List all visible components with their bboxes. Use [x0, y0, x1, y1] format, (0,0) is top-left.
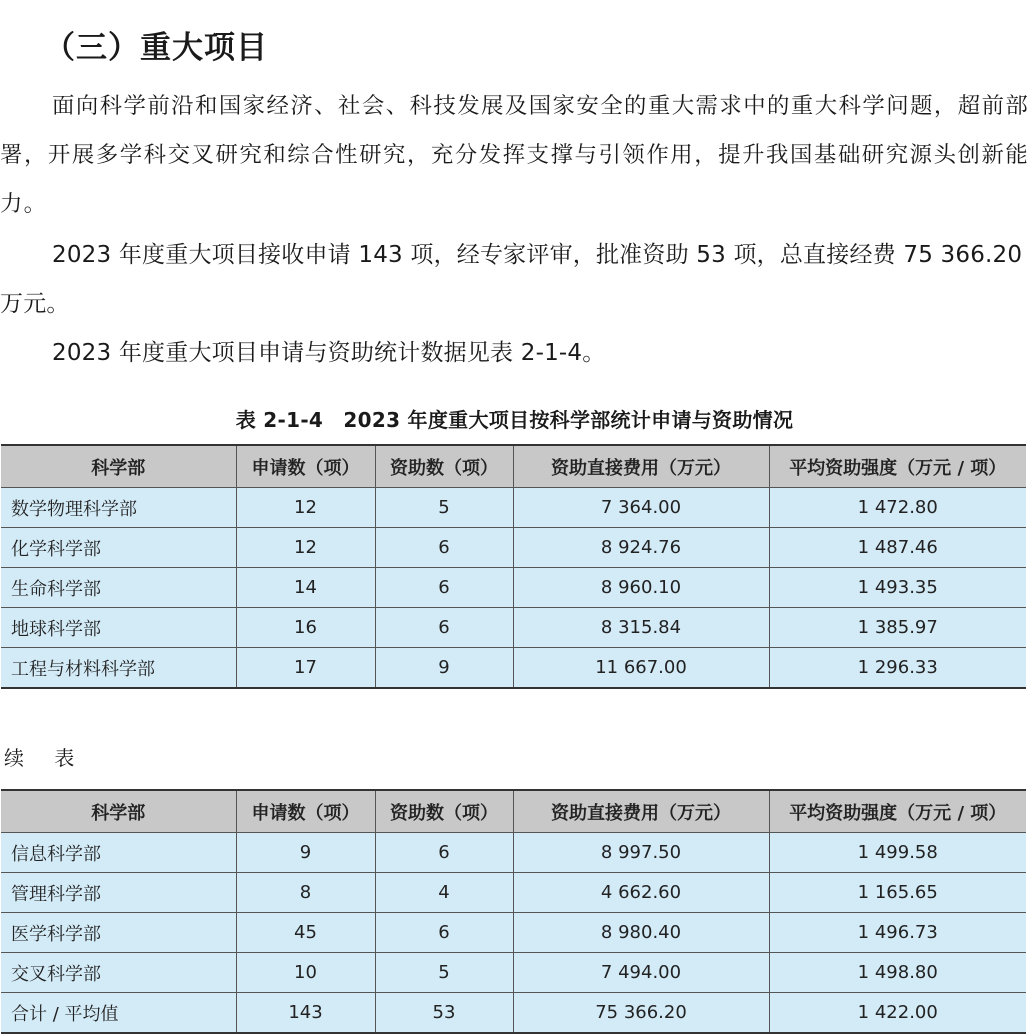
- table-total-row: [1, 993, 1026, 1034]
- cell-applications: 12: [236, 528, 375, 568]
- header-funded: 资助数（项）: [375, 445, 513, 488]
- header-applications: 申请数（项）: [236, 790, 375, 833]
- header-department: 科学部: [1, 445, 236, 488]
- cell-funded: 4: [375, 873, 513, 913]
- cell-department: 工程与材料科学部: [1, 648, 236, 689]
- cell-department: 生命科学部: [1, 568, 236, 608]
- cell-average-intensity: 1 496.73: [769, 913, 1026, 953]
- header-funded: 资助数（项）: [375, 790, 513, 833]
- cell-direct-cost: 75 366.20: [513, 993, 769, 1034]
- funding-table: [1, 444, 1026, 689]
- cell-department: 医学科学部: [1, 913, 236, 953]
- cell-funded: 5: [375, 488, 513, 528]
- cell-direct-cost: 8 980.40: [513, 913, 769, 953]
- cell-applications: 9: [236, 833, 375, 873]
- cell-funded: 6: [375, 833, 513, 873]
- table-row: [1, 953, 1026, 993]
- cell-applications: 12: [236, 488, 375, 528]
- cell-applications: 8: [236, 873, 375, 913]
- cell-average-intensity: 1 385.97: [769, 608, 1026, 648]
- cell-department: 合计 / 平均值: [1, 993, 236, 1034]
- cell-direct-cost: 8 960.10: [513, 568, 769, 608]
- summary-paragraph: 2023 年度重大项目接收申请 143 项，经专家评审，批准资助 53 项，总直接经费 75 366.20 万元。: [0, 242, 1023, 317]
- cell-average-intensity: 1 487.46: [769, 528, 1026, 568]
- cell-average-intensity: 1 165.65: [769, 873, 1026, 913]
- intro-paragraph: 面向科学前沿和国家经济、社会、科技发展及国家安全的重大需求中的重大科学问题，超前部署，开展多学科交叉研究和综合性研究，充分发挥支撑与引领作用，提升我国基础研究源头创新能力。: [0, 93, 1029, 217]
- cell-direct-cost: 11 667.00: [513, 648, 769, 689]
- cell-funded: 6: [375, 568, 513, 608]
- table-row: [1, 873, 1026, 913]
- cell-direct-cost: 4 662.60: [513, 873, 769, 913]
- cell-average-intensity: 1 499.58: [769, 833, 1026, 873]
- table-row: [1, 488, 1026, 528]
- cell-applications: 10: [236, 953, 375, 993]
- cell-direct-cost: 8 997.50: [513, 833, 769, 873]
- cell-direct-cost: 8 315.84: [513, 608, 769, 648]
- table-header-row: [1, 790, 1026, 833]
- cell-average-intensity: 1 493.35: [769, 568, 1026, 608]
- funding-table-continued: [1, 789, 1026, 1034]
- cell-applications: 143: [236, 993, 375, 1034]
- cell-applications: 45: [236, 913, 375, 953]
- header-department: 科学部: [1, 790, 236, 833]
- table-row: [1, 833, 1026, 873]
- cell-average-intensity: 1 472.80: [769, 488, 1026, 528]
- table-reference-paragraph: 2023 年度重大项目申请与资助统计数据见表 2-1-4。: [52, 340, 606, 366]
- cell-funded: 5: [375, 953, 513, 993]
- table-header-row: [1, 445, 1026, 488]
- cell-funded: 6: [375, 913, 513, 953]
- cell-department: 交叉科学部: [1, 953, 236, 993]
- continued-table-label: 续 表: [4, 746, 87, 770]
- header-average-intensity: 平均资助强度（万元 / 项）: [769, 790, 1026, 833]
- cell-average-intensity: 1 498.80: [769, 953, 1026, 993]
- cell-department: 数学物理科学部: [1, 488, 236, 528]
- cell-department: 信息科学部: [1, 833, 236, 873]
- table-row: [1, 608, 1026, 648]
- cell-applications: 16: [236, 608, 375, 648]
- cell-funded: 6: [375, 528, 513, 568]
- cell-department: 地球科学部: [1, 608, 236, 648]
- cell-average-intensity: 1 296.33: [769, 648, 1026, 689]
- cell-average-intensity: 1 422.00: [769, 993, 1026, 1034]
- cell-applications: 17: [236, 648, 375, 689]
- table-caption: 表 2-1-4 2023 年度重大项目按科学部统计申请与资助情况: [235, 408, 794, 432]
- header-direct-cost: 资助直接费用（万元）: [513, 445, 769, 488]
- cell-funded: 6: [375, 608, 513, 648]
- table-row: [1, 528, 1026, 568]
- header-applications: 申请数（项）: [236, 445, 375, 488]
- table-row: [1, 913, 1026, 953]
- cell-direct-cost: 7 364.00: [513, 488, 769, 528]
- cell-direct-cost: 8 924.76: [513, 528, 769, 568]
- cell-funded: 9: [375, 648, 513, 689]
- cell-department: 化学科学部: [1, 528, 236, 568]
- table-row: [1, 648, 1026, 689]
- header-average-intensity: 平均资助强度（万元 / 项）: [769, 445, 1026, 488]
- table-row: [1, 568, 1026, 608]
- cell-funded: 53: [375, 993, 513, 1034]
- cell-applications: 14: [236, 568, 375, 608]
- section-heading: （三）重大项目: [44, 30, 268, 66]
- cell-direct-cost: 7 494.00: [513, 953, 769, 993]
- header-direct-cost: 资助直接费用（万元）: [513, 790, 769, 833]
- cell-department: 管理科学部: [1, 873, 236, 913]
